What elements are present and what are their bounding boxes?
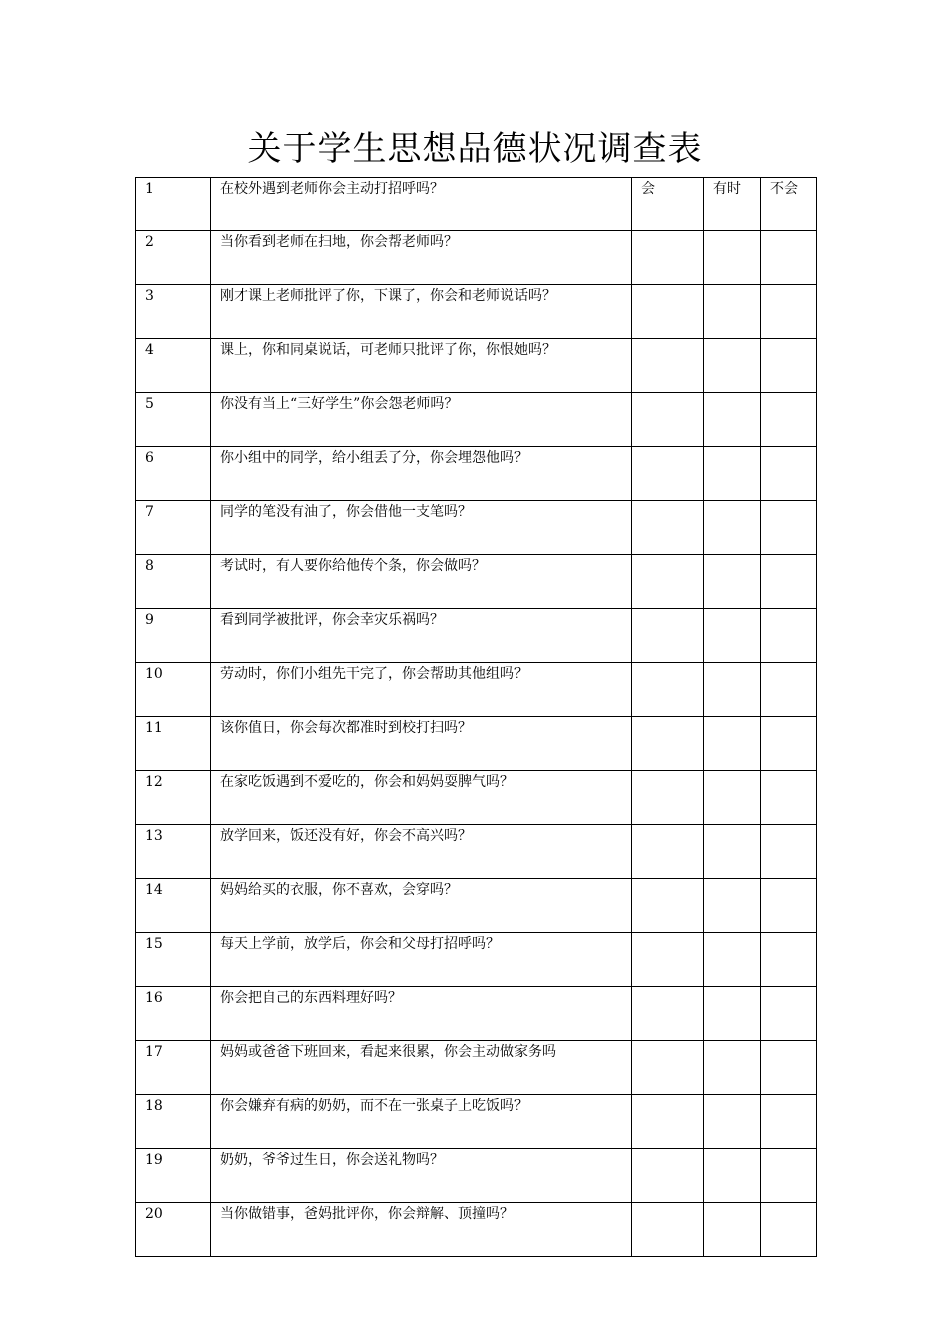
- option-header-cell[interactable]: 不会: [761, 178, 817, 231]
- answer-cell[interactable]: [704, 717, 761, 771]
- answer-cell[interactable]: [704, 933, 761, 987]
- table-row: [136, 1203, 817, 1257]
- answer-cell[interactable]: [632, 1095, 704, 1149]
- question-cell: 刚才课上老师批评了你，下课了，你会和老师说话吗？: [211, 285, 632, 339]
- question-cell: 你会把自己的东西料理好吗？: [211, 987, 632, 1041]
- answer-cell[interactable]: [761, 987, 817, 1041]
- survey-table: [135, 177, 817, 1257]
- row-number-cell: 19: [136, 1149, 211, 1203]
- row-number-cell: 3: [136, 285, 211, 339]
- question-cell: 该你值日，你会每次都准时到校打扫吗？: [211, 717, 632, 771]
- row-number-cell: 7: [136, 501, 211, 555]
- answer-cell[interactable]: [704, 231, 761, 285]
- answer-cell[interactable]: [632, 447, 704, 501]
- answer-cell[interactable]: [704, 663, 761, 717]
- page-title: 关于学生思想品德状况调查表: [247, 129, 703, 169]
- answer-cell[interactable]: [632, 555, 704, 609]
- row-number-cell: 18: [136, 1095, 211, 1149]
- question-cell: 放学回来，饭还没有好，你会不高兴吗？: [211, 825, 632, 879]
- answer-cell[interactable]: [704, 501, 761, 555]
- answer-cell[interactable]: [704, 393, 761, 447]
- answer-cell[interactable]: [761, 933, 817, 987]
- answer-cell[interactable]: [761, 663, 817, 717]
- answer-cell[interactable]: [632, 609, 704, 663]
- row-number-cell: 16: [136, 987, 211, 1041]
- answer-cell[interactable]: [761, 555, 817, 609]
- answer-cell[interactable]: [704, 771, 761, 825]
- table-row: [136, 447, 817, 501]
- question-cell: 同学的笔没有油了，你会借他一支笔吗？: [211, 501, 632, 555]
- answer-cell[interactable]: [761, 1149, 817, 1203]
- answer-cell[interactable]: [704, 1041, 761, 1095]
- answer-cell[interactable]: [761, 609, 817, 663]
- table-row: [136, 771, 817, 825]
- answer-cell[interactable]: [632, 987, 704, 1041]
- option-header-cell[interactable]: 会: [632, 178, 704, 231]
- row-number-cell: 10: [136, 663, 211, 717]
- answer-cell[interactable]: [704, 285, 761, 339]
- table-row: [136, 285, 817, 339]
- question-cell: 每天上学前，放学后，你会和父母打招呼吗？: [211, 933, 632, 987]
- table-row: [136, 393, 817, 447]
- row-number-cell: 1: [136, 178, 211, 231]
- question-cell: 当你做错事，爸妈批评你，你会辩解、顶撞吗？: [211, 1203, 632, 1257]
- table-row: [136, 339, 817, 393]
- row-number-cell: 2: [136, 231, 211, 285]
- row-number-cell: 14: [136, 879, 211, 933]
- table-row: [136, 1095, 817, 1149]
- question-cell: 课上，你和同桌说话，可老师只批评了你，你恨她吗？: [211, 339, 632, 393]
- question-cell: 妈妈或爸爸下班回来，看起来很累，你会主动做家务吗: [211, 1041, 632, 1095]
- question-cell: 当你看到老师在扫地，你会帮老师吗？: [211, 231, 632, 285]
- answer-cell[interactable]: [704, 879, 761, 933]
- answer-cell[interactable]: [704, 555, 761, 609]
- table-row: [136, 987, 817, 1041]
- answer-cell[interactable]: [761, 1203, 817, 1257]
- question-cell: 考试时，有人要你给他传个条，你会做吗？: [211, 555, 632, 609]
- answer-cell[interactable]: [704, 1149, 761, 1203]
- question-cell: 在家吃饭遇到不爱吃的，你会和妈妈耍脾气吗？: [211, 771, 632, 825]
- row-number-cell: 11: [136, 717, 211, 771]
- answer-cell[interactable]: [704, 825, 761, 879]
- table-row: [136, 178, 817, 231]
- answer-cell[interactable]: [761, 339, 817, 393]
- answer-cell[interactable]: [632, 393, 704, 447]
- question-cell: 劳动时，你们小组先干完了，你会帮助其他组吗？: [211, 663, 632, 717]
- answer-cell[interactable]: [632, 1203, 704, 1257]
- table-row: [136, 663, 817, 717]
- answer-cell[interactable]: [632, 339, 704, 393]
- answer-cell[interactable]: [704, 447, 761, 501]
- answer-cell[interactable]: [761, 285, 817, 339]
- row-number-cell: 20: [136, 1203, 211, 1257]
- table-row: [136, 555, 817, 609]
- answer-cell[interactable]: [632, 663, 704, 717]
- answer-cell[interactable]: [704, 1095, 761, 1149]
- answer-cell[interactable]: [761, 447, 817, 501]
- table-row: [136, 717, 817, 771]
- answer-cell[interactable]: [632, 1149, 704, 1203]
- answer-cell[interactable]: [704, 609, 761, 663]
- table-row: [136, 609, 817, 663]
- answer-cell[interactable]: [761, 1041, 817, 1095]
- question-cell: 你小组中的同学，给小组丢了分，你会埋怨他吗？: [211, 447, 632, 501]
- row-number-cell: 9: [136, 609, 211, 663]
- table-row: [136, 879, 817, 933]
- question-cell: 你会嫌弃有病的奶奶，而不在一张桌子上吃饭吗？: [211, 1095, 632, 1149]
- answer-cell[interactable]: [761, 393, 817, 447]
- answer-cell[interactable]: [761, 501, 817, 555]
- answer-cell[interactable]: [632, 825, 704, 879]
- answer-cell[interactable]: [704, 339, 761, 393]
- option-header-cell[interactable]: 有时: [704, 178, 761, 231]
- answer-cell[interactable]: [632, 501, 704, 555]
- question-cell: 奶奶，爷爷过生日，你会送礼物吗？: [211, 1149, 632, 1203]
- answer-cell[interactable]: [761, 825, 817, 879]
- table-row: [136, 1149, 817, 1203]
- answer-cell[interactable]: [704, 1203, 761, 1257]
- answer-cell[interactable]: [632, 285, 704, 339]
- table-row: [136, 231, 817, 285]
- answer-cell[interactable]: [761, 771, 817, 825]
- answer-cell[interactable]: [761, 879, 817, 933]
- answer-cell[interactable]: [632, 771, 704, 825]
- table-row: [136, 933, 817, 987]
- answer-cell[interactable]: [632, 717, 704, 771]
- row-number-cell: 17: [136, 1041, 211, 1095]
- table-row: [136, 1041, 817, 1095]
- table-row: [136, 825, 817, 879]
- answer-cell[interactable]: [632, 1041, 704, 1095]
- row-number-cell: 5: [136, 393, 211, 447]
- answer-cell[interactable]: [761, 1095, 817, 1149]
- row-number-cell: 6: [136, 447, 211, 501]
- answer-cell[interactable]: [704, 987, 761, 1041]
- answer-cell[interactable]: [632, 933, 704, 987]
- question-cell: 看到同学被批评，你会幸灾乐祸吗？: [211, 609, 632, 663]
- question-cell: 在校外遇到老师你会主动打招呼吗？: [211, 178, 632, 231]
- row-number-cell: 4: [136, 339, 211, 393]
- row-number-cell: 8: [136, 555, 211, 609]
- answer-cell[interactable]: [761, 717, 817, 771]
- answer-cell[interactable]: [632, 879, 704, 933]
- row-number-cell: 12: [136, 771, 211, 825]
- answer-cell[interactable]: [761, 231, 817, 285]
- survey-table-body: [136, 178, 817, 1257]
- row-number-cell: 13: [136, 825, 211, 879]
- table-row: [136, 501, 817, 555]
- answer-cell[interactable]: [632, 231, 704, 285]
- row-number-cell: 15: [136, 933, 211, 987]
- question-cell: 你没有当上“三好学生”你会怨老师吗？: [211, 393, 632, 447]
- question-cell: 妈妈给买的衣服，你不喜欢，会穿吗？: [211, 879, 632, 933]
